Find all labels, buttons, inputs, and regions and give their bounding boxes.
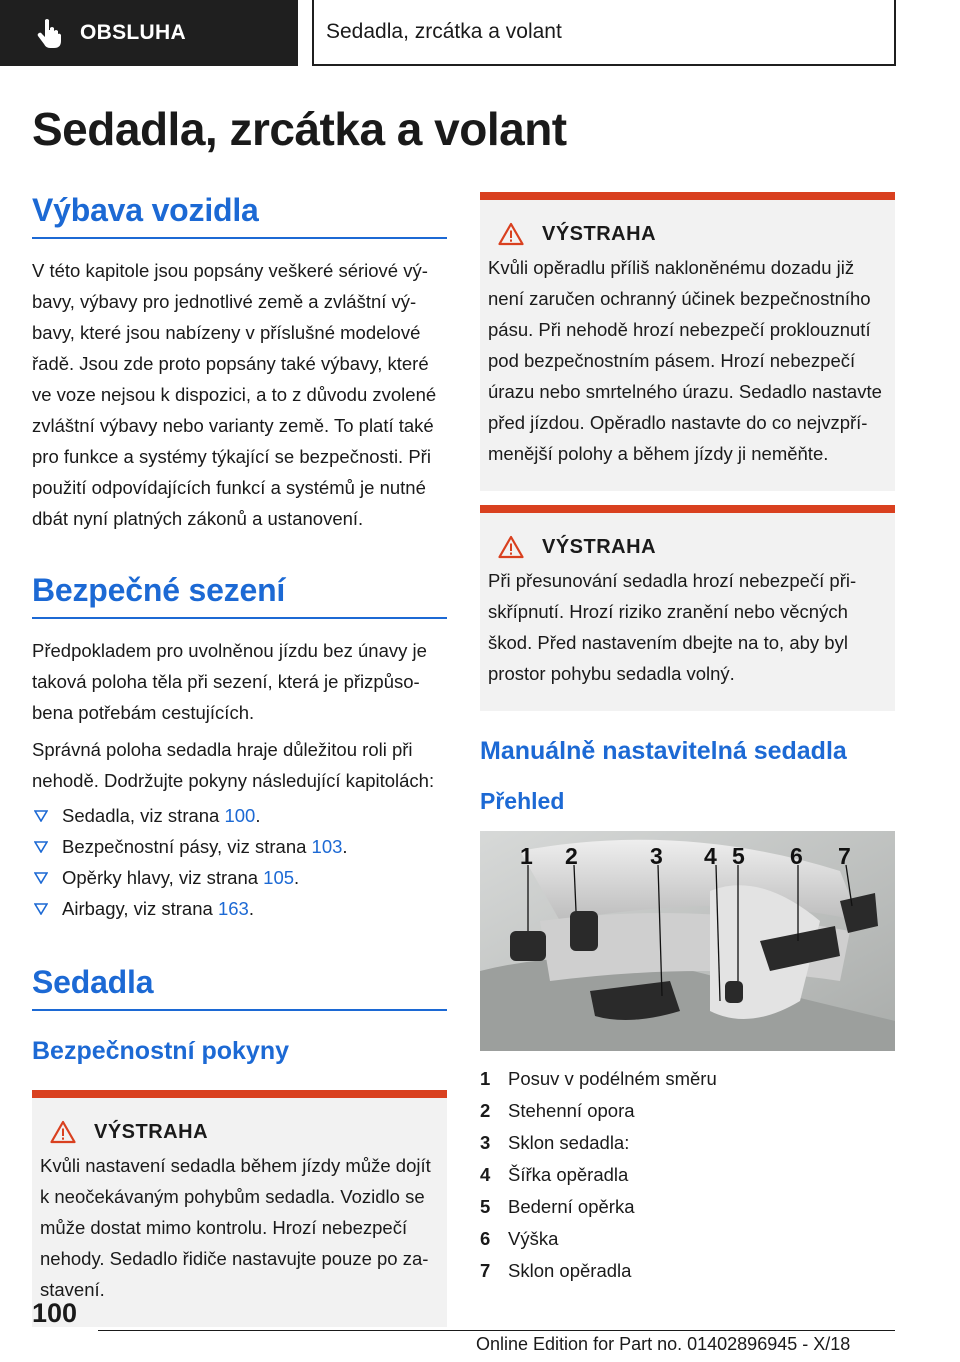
footer-edition-text: Online Edition for Part no. 01402896945 - X/18: [476, 1334, 851, 1354]
right-column: [480, 192, 895, 1287]
legend-number: 4: [480, 1164, 491, 1185]
heading-manualne-nastavitelna-sedadla: Manuálně nastavitelná sedadla: [480, 737, 847, 765]
bezpecne-text-1: Předpokladem pro uvolněnou jízdu bez únavy je taková poloha těla při sezení, která je přizpůso- bena potřebám cestujících.: [32, 640, 427, 723]
warning-text: Při přesunování sedadla hrozí nebezpečí při- skřípnutí. Hrozí riziko zranění nebo věcných škod. Před nastavením dbejte na to, aby byl prostor pohybu sedadla volný.: [488, 570, 857, 684]
photo-label-3: 3: [650, 843, 663, 869]
heading-sedadla: Sedadla: [32, 964, 447, 1011]
photo-legend: [480, 1063, 895, 1287]
list-item: [480, 1095, 895, 1127]
legend-text: Posuv v podélném směru: [508, 1068, 717, 1089]
list-item: [32, 800, 447, 831]
warning-box: [480, 505, 895, 711]
list-item-end: .: [342, 836, 348, 857]
list-item-end: .: [248, 898, 254, 919]
heading-bezpecne-sezeni: Bezpečné sezení: [32, 572, 447, 619]
page-reference-link[interactable]: 105: [263, 867, 295, 888]
warning-triangle-icon: [498, 222, 524, 246]
warning-title: VÝSTRAHA: [94, 1120, 209, 1143]
list-item: [480, 1063, 895, 1095]
bezpecne-text-2: Správná poloha sedadla hraje důležitou roli při nehodě. Dodržujte pokyny následující kapitolách:: [32, 739, 435, 791]
page-reference-link[interactable]: 163: [217, 898, 249, 919]
seat-controls-photo: [480, 831, 895, 1051]
page-title: Sedadla, zrcátka a volant: [32, 103, 567, 155]
legend-text: Bederní opěrka: [508, 1196, 635, 1217]
list-item: [480, 1191, 895, 1223]
warning-header: [40, 1120, 439, 1144]
legend-number: 1: [480, 1068, 491, 1089]
legend-text: Výška: [508, 1228, 559, 1249]
warning-triangle-icon: [50, 1120, 76, 1144]
warning-box: [32, 1090, 447, 1327]
legend-number: 2: [480, 1100, 491, 1121]
list-item: [32, 862, 447, 893]
photo-label-7: 7: [838, 843, 851, 869]
photo-label-2: 2: [565, 843, 578, 869]
page-header: [0, 0, 960, 66]
left-column: [32, 192, 447, 1327]
triangle-bullet-icon: [34, 810, 48, 822]
list-item-text: Bezpečnostní pásy, viz strana: [62, 836, 307, 857]
legend-number: 5: [480, 1196, 491, 1217]
warning-text: Kvůli opěradlu příliš nakloněnému dozadu již není zaručen ochranný účinek bezpečnostního pásu. Při nehodě hrozí nebezpečí proklouznutí pod bezpečnostním pásem. Hrozí nebezpečí úrazu nebo smrtelného úrazu. Sedadlo nastavte před jízdou. Opěradlo nastavte do co nejvzpří- menější polohy a během jízdy ji neměňte.: [488, 257, 882, 464]
warning-triangle-icon: [498, 535, 524, 559]
photo-label-5: 5: [732, 843, 745, 869]
warning-title: VÝSTRAHA: [542, 535, 657, 558]
legend-number: 7: [480, 1260, 491, 1281]
photo-label-6: 6: [790, 843, 803, 869]
chapter-reference-list: [32, 800, 447, 924]
list-item: [480, 1223, 895, 1255]
triangle-bullet-icon: [34, 841, 48, 853]
subheading-prehled: Přehled: [480, 788, 565, 814]
page-reference-link[interactable]: 100: [224, 805, 256, 826]
warning-header: [488, 535, 887, 559]
legend-number: 6: [480, 1228, 491, 1249]
list-item-end: .: [255, 805, 261, 826]
vybava-text: V této kapitole jsou popsány veškeré sériové vý- bavy, výbavy pro jednotlivé země a zvláštní vý- bavy, které jsou nabízeny v příslušné modelové řadě. Jsou zde proto popsány také výbavy, které ve voze nejsou k dispozici, a to z důvodu zvolené zvláštní výbavy nebo varianty země. To platí také pro funkce a systémy týkající se bezpečnosti. Při použití odpovídajících funkcí a systémů je nutné dbát nyní platných zákonů a ustanovení.: [32, 260, 437, 529]
legend-text: Sklon opěradla: [508, 1260, 632, 1281]
list-item-text: Opěrky hlavy, viz strana: [62, 867, 259, 888]
triangle-bullet-icon: [34, 903, 48, 915]
section-tab: [0, 0, 298, 66]
heading-vybava: Výbava vozidla: [32, 192, 447, 239]
legend-number: 3: [480, 1132, 491, 1153]
legend-text: Stehenní opora: [508, 1100, 635, 1121]
page-reference-link[interactable]: 103: [311, 836, 343, 857]
list-item-text: Airbagy, viz strana: [62, 898, 213, 919]
list-item-text: Sedadla, viz strana: [62, 805, 220, 826]
triangle-bullet-icon: [34, 872, 48, 884]
legend-text: Šířka opěradla: [508, 1164, 629, 1185]
warning-text: Kvůli nastavení sedadla během jízdy může dojít k neočekávaným pohybům sedadla. Vozidlo se může dostat mimo kontrolu. Hrozí nebezpečí nehody. Sedadlo řidiče nastavujte pouze po za- stavení.: [40, 1155, 431, 1300]
seat-illustration: [480, 831, 895, 1051]
list-item: [32, 831, 447, 862]
section-label: OBSLUHA: [80, 21, 186, 44]
hand-pointer-icon: [36, 18, 62, 48]
photo-label-1: 1: [520, 843, 533, 869]
list-item: [480, 1159, 895, 1191]
warning-header: [488, 222, 887, 246]
footer-divider: [98, 1330, 895, 1331]
warning-box: [480, 192, 895, 491]
page-number: 100: [32, 1298, 78, 1328]
list-item: [32, 893, 447, 924]
list-item: [480, 1127, 895, 1159]
chapter-title: Sedadla, zrcátka a volant: [312, 0, 896, 66]
warning-title: VÝSTRAHA: [542, 222, 657, 245]
legend-text: Sklon sedadla:: [508, 1132, 630, 1153]
list-item: [480, 1255, 895, 1287]
photo-label-4: 4: [704, 843, 717, 869]
list-item-end: .: [294, 867, 300, 888]
subheading-bezpecnostni-pokyny: Bezpečnostní pokyny: [32, 1037, 289, 1065]
